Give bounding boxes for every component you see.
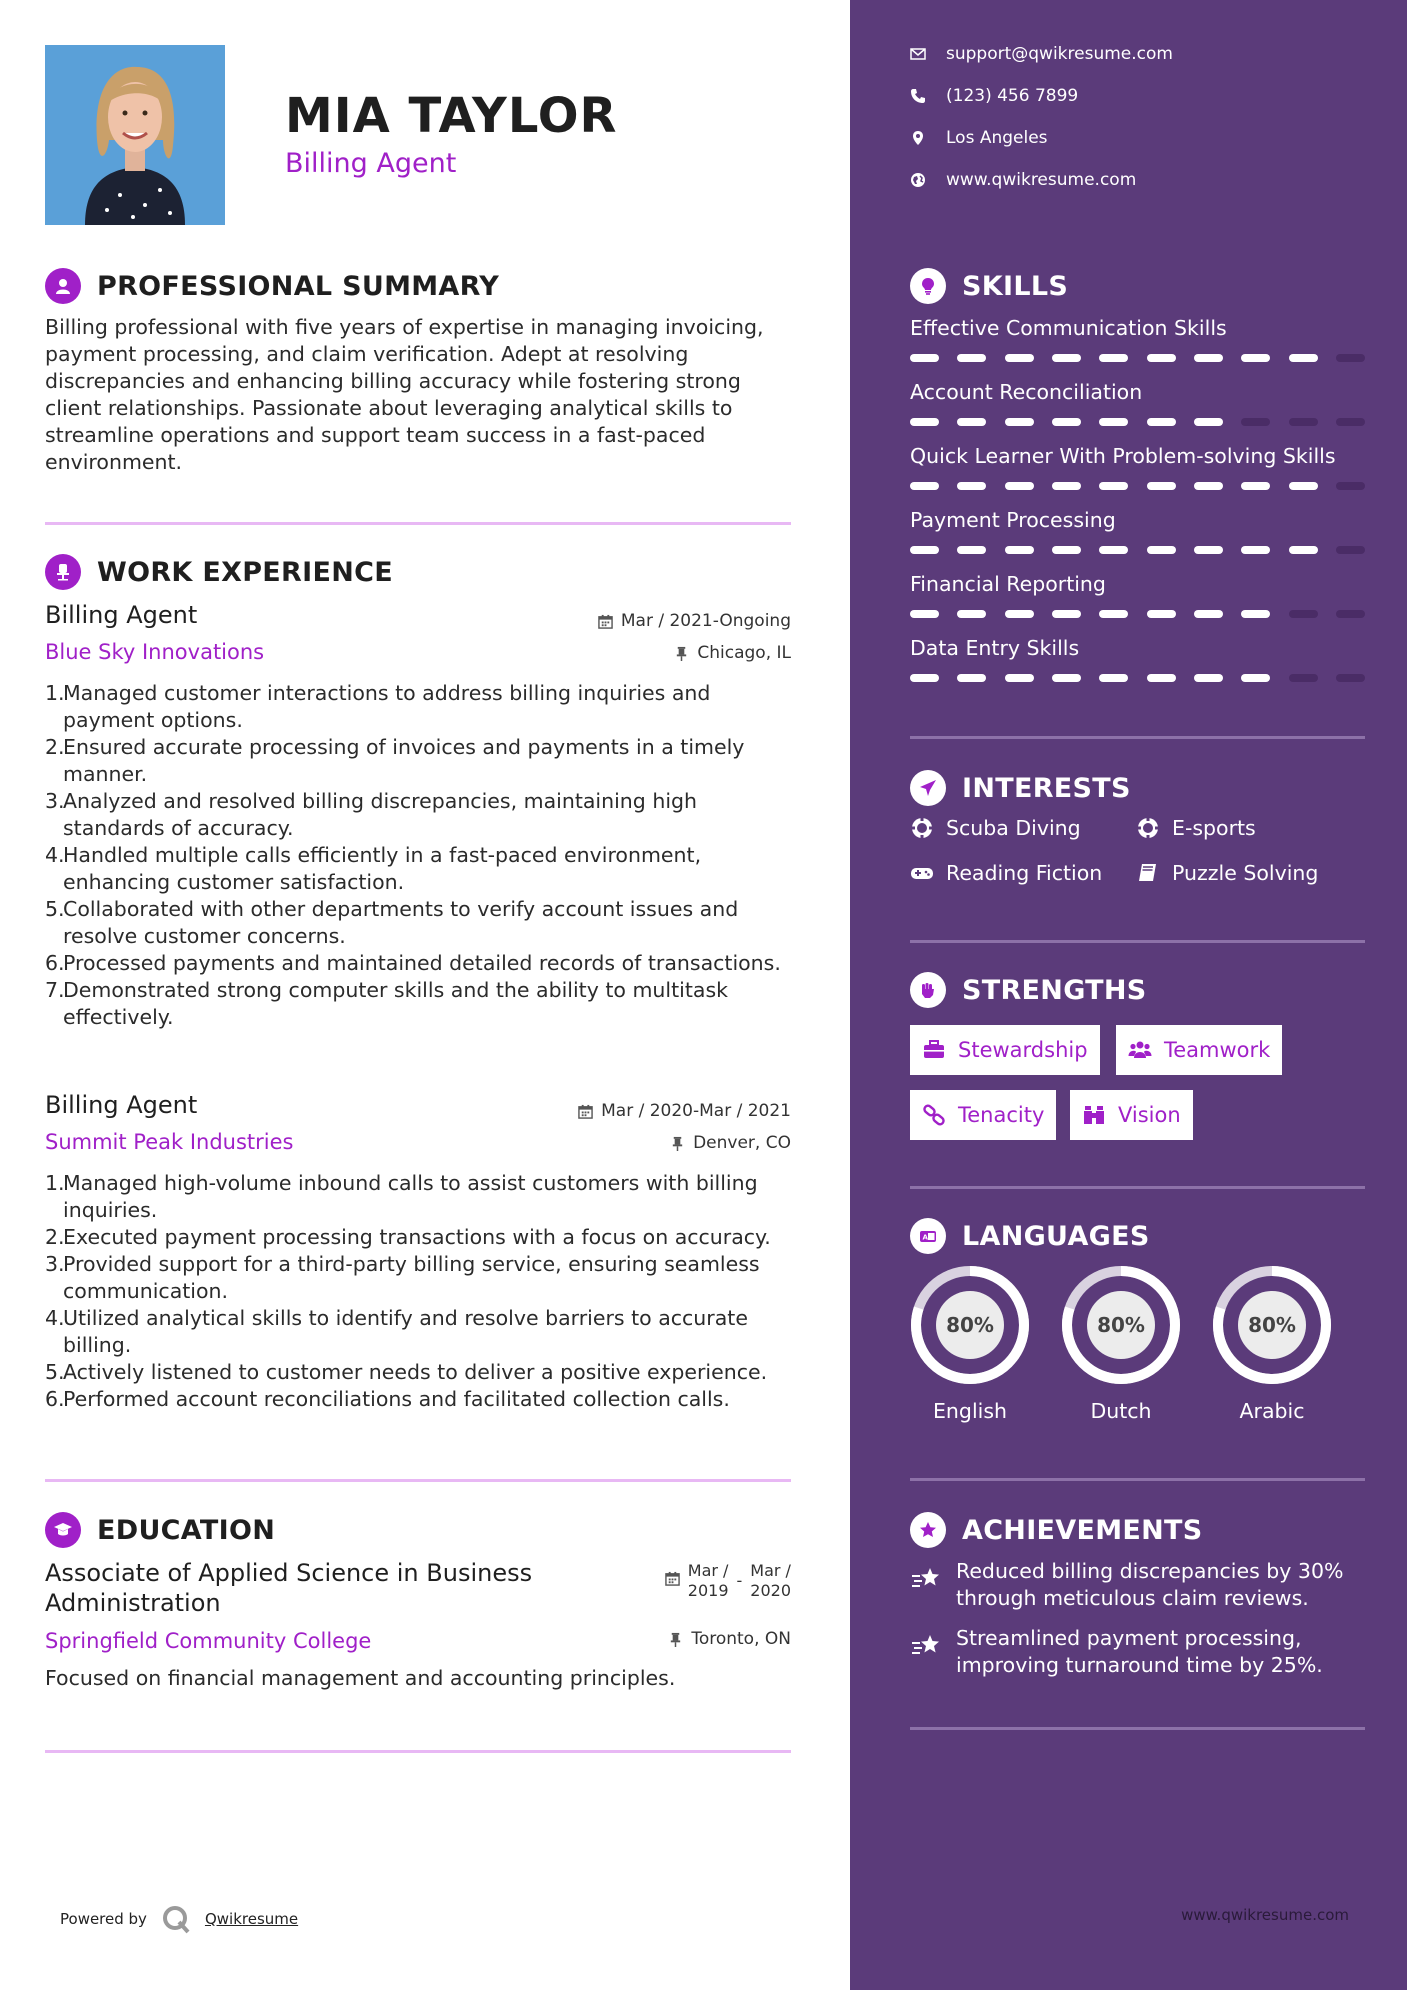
- list-item: 4. Utilized analytical skills to identify and resolve barriers to accurate billing.: [45, 1306, 748, 1357]
- job-location-text: Chicago, IL: [697, 643, 791, 663]
- lifebuoy-icon: [1136, 816, 1160, 840]
- list-item: 2. Executed payment processing transactions with a focus on accuracy.: [45, 1225, 771, 1249]
- skills-header: [910, 268, 1068, 304]
- skill-dash: [1289, 674, 1318, 682]
- skill-dash: [1289, 482, 1318, 490]
- language-item: [1212, 1265, 1332, 1423]
- profile-photo: [45, 45, 225, 225]
- list-item: 1. Managed customer interactions to address billing inquiries and payment options.: [45, 681, 711, 732]
- skill-level-bar: [910, 354, 1365, 362]
- envelope-icon: [910, 46, 926, 62]
- skill-dash: [910, 354, 939, 362]
- contact-location-text: Los Angeles: [946, 128, 1048, 148]
- skill-dash: [1194, 354, 1223, 362]
- lifebuoy-icon: [910, 816, 934, 840]
- skill-dash: [1099, 546, 1128, 554]
- shooting-star-icon: [910, 1562, 942, 1594]
- sidebar: [850, 0, 1407, 1990]
- link-icon: [922, 1103, 946, 1127]
- contact-phone-text: (123) 456 7899: [946, 86, 1079, 106]
- calendar-icon: [578, 1104, 593, 1119]
- achievement-item: [910, 1625, 1365, 1679]
- skill-dash: [1005, 354, 1034, 362]
- skill-dash: [1336, 354, 1365, 362]
- skill-dash: [1147, 482, 1176, 490]
- candidate-title: Billing Agent: [285, 148, 457, 179]
- skill-dash: [1005, 482, 1034, 490]
- skill-dash: [1099, 354, 1128, 362]
- skill-dash: [1336, 546, 1365, 554]
- office-chair-icon: [45, 554, 81, 590]
- footer-website[interactable]: www.qwikresume.com: [1181, 1906, 1349, 1924]
- contact-location: [910, 128, 1048, 148]
- language-item: [910, 1265, 1030, 1423]
- language-ring: [1212, 1265, 1332, 1385]
- skill-dash: [1005, 546, 1034, 554]
- fist-icon: [910, 972, 946, 1008]
- language-item: [1061, 1265, 1181, 1423]
- graduation-cap-icon: [45, 1512, 81, 1548]
- skill-dash: [1052, 418, 1081, 426]
- globe-icon: [910, 172, 926, 188]
- skill-dash: [1147, 354, 1176, 362]
- interest-item: [1136, 861, 1318, 885]
- skill-dash: [1336, 674, 1365, 682]
- skill-dash: [910, 610, 939, 618]
- languages-header: [910, 1218, 1150, 1254]
- divider: [910, 1727, 1365, 1730]
- skill-dash: [1241, 482, 1270, 490]
- skill-level-bar: [910, 418, 1365, 426]
- education-location-text: Toronto, ON: [691, 1629, 791, 1649]
- achievement-item: [910, 1558, 1365, 1612]
- skill-dash: [1289, 418, 1318, 426]
- calendar-icon: [665, 1571, 680, 1586]
- skill-dash: [1194, 546, 1223, 554]
- school-name: Springfield Community College: [45, 1629, 372, 1653]
- skill-dash: [1052, 354, 1081, 362]
- skill-dash: [1241, 610, 1270, 618]
- skill-dash: [1336, 418, 1365, 426]
- education-dates: Mar / 2019 - Mar / 2020: [665, 1561, 791, 1601]
- skill-dash: [1289, 546, 1318, 554]
- strengths-header: [910, 972, 1147, 1008]
- list-item: 1. Managed high-volume inbound calls to assist customers with billing inquiries.: [45, 1171, 758, 1222]
- strengths-heading: STRENGTHS: [962, 974, 1147, 1006]
- job-dates-text: Mar / 2020-Mar / 2021: [601, 1101, 791, 1121]
- experience-heading: WORK EXPERIENCE: [97, 556, 393, 588]
- skill-dash: [1194, 418, 1223, 426]
- powered-by-label: Powered by: [60, 1910, 147, 1928]
- education-header: [45, 1512, 275, 1548]
- skills-heading: SKILLS: [962, 270, 1069, 302]
- education-start-month: Mar /: [687, 1561, 729, 1580]
- skill-dash: [957, 418, 986, 426]
- list-item: 7. Demonstrated strong computer skills and the ability to multitask effectively.: [45, 978, 728, 1029]
- job-title: Billing Agent: [45, 601, 198, 629]
- skill-dash: [910, 482, 939, 490]
- skill-dash: [910, 674, 939, 682]
- skill-dash: [1052, 610, 1081, 618]
- skill-dash: [1194, 674, 1223, 682]
- interest-label: Scuba Diving: [946, 816, 1081, 840]
- skill-label: Financial Reporting: [910, 572, 1106, 596]
- education-heading: EDUCATION: [97, 1514, 276, 1546]
- strength-label: Stewardship: [958, 1038, 1088, 1062]
- interest-item: [910, 816, 1081, 840]
- strength-chip: [1070, 1090, 1193, 1140]
- achievements-header: [910, 1512, 1203, 1548]
- phone-icon: [910, 88, 926, 104]
- job-dates: [598, 611, 791, 631]
- skill-dash: [1052, 546, 1081, 554]
- list-item: 3. Provided support for a third-party billing service, ensuring seamless communication.: [45, 1252, 760, 1303]
- contact-website[interactable]: [910, 170, 1136, 190]
- language-percent: 80%: [1097, 1313, 1145, 1337]
- job-location: [670, 1133, 791, 1153]
- skill-dash: [957, 354, 986, 362]
- language-percent: 80%: [946, 1313, 994, 1337]
- skill-label: Account Reconciliation: [910, 380, 1143, 404]
- skill-dash: [1099, 610, 1128, 618]
- degree-title: Associate of Applied Science in Business Administration: [45, 1559, 533, 1617]
- pin-icon: [670, 1136, 685, 1151]
- skill-dash: [957, 546, 986, 554]
- list-item: 5. Collaborated with other departments to verify account issues and resolve customer concerns.: [45, 897, 739, 948]
- skill-label: Data Entry Skills: [910, 636, 1080, 660]
- skill-dash: [1289, 610, 1318, 618]
- strength-label: Teamwork: [1164, 1038, 1271, 1062]
- contact-website-text: www.qwikresume.com: [946, 170, 1137, 190]
- summary-heading: PROFESSIONAL SUMMARY: [97, 270, 500, 302]
- svg-text:A: A: [922, 1233, 928, 1242]
- interests-header: [910, 770, 1131, 806]
- candidate-name: MIA TAYLOR: [285, 88, 618, 144]
- qwikresume-logo-icon: [161, 1904, 191, 1934]
- language-name: Arabic: [1239, 1399, 1305, 1423]
- company-name: Blue Sky Innovations: [45, 640, 265, 664]
- skill-dash: [1241, 418, 1270, 426]
- job-location-text: Denver, CO: [693, 1133, 791, 1153]
- map-pin-icon: [910, 130, 926, 146]
- skill-label: Effective Communication Skills: [910, 316, 1227, 340]
- skill-dash: [1099, 418, 1128, 426]
- user-icon: [45, 268, 81, 304]
- skill-dash: [1241, 546, 1270, 554]
- book-icon: [1136, 861, 1160, 885]
- job-duties-list: [45, 1170, 795, 1413]
- gamepad-icon: [910, 861, 934, 885]
- summary-text: Billing professional with five years of expertise in managing invoicing, payment processing, and claim verification. Adept at resolving discrepancies and enhancing billing accuracy while fostering strong client relationships. Passionate about leveraging analytical skills to streamline operations and support team success in a fast-paced environment.: [45, 315, 764, 474]
- list-item: 4. Handled multiple calls efficiently in a fast-paced environment, enhancing customer satisfaction.: [45, 843, 702, 894]
- list-item: 5. Actively listened to customer needs to deliver a positive experience.: [45, 1360, 768, 1384]
- education-start-year: 2019: [687, 1581, 729, 1600]
- paper-plane-icon: [910, 770, 946, 806]
- calendar-icon: [598, 614, 613, 629]
- pin-icon: [668, 1632, 683, 1647]
- divider: [910, 736, 1365, 739]
- skill-level-bar: [910, 482, 1365, 490]
- language-percent: 80%: [1248, 1313, 1296, 1337]
- translate-icon: [910, 1218, 946, 1254]
- binoculars-icon: [1082, 1103, 1106, 1127]
- star-badge-icon: [910, 1512, 946, 1548]
- interests-heading: INTERESTS: [962, 772, 1131, 804]
- contact-email-text: support@qwikresume.com: [946, 44, 1173, 64]
- list-item: 3. Analyzed and resolved billing discrepancies, maintaining high standards of accuracy.: [45, 789, 698, 840]
- achievement-text: Streamlined payment processing, improving turnaround time by 25%.: [956, 1626, 1323, 1677]
- strength-chip: [910, 1090, 1056, 1140]
- skill-label: Payment Processing: [910, 508, 1116, 532]
- interest-label: E-sports: [1172, 816, 1256, 840]
- skill-level-bar: [910, 610, 1365, 618]
- skill-dash: [1147, 610, 1176, 618]
- interest-item: [1136, 816, 1256, 840]
- divider: [910, 1186, 1365, 1189]
- strength-chip: [1116, 1025, 1282, 1075]
- users-icon: [1128, 1038, 1152, 1062]
- education-end-year: 2020: [750, 1581, 791, 1600]
- language-name: English: [932, 1399, 1008, 1423]
- shooting-star-icon: [910, 1629, 942, 1661]
- skill-level-bar: [910, 546, 1365, 554]
- skill-dash: [1241, 354, 1270, 362]
- language-name: Dutch: [1090, 1399, 1152, 1423]
- briefcase-icon: [922, 1038, 946, 1062]
- languages-heading: LANGUAGES: [962, 1220, 1150, 1252]
- skill-dash: [1005, 674, 1034, 682]
- skill-dash: [1336, 482, 1365, 490]
- skill-level-bar: [910, 674, 1365, 682]
- job-dates-text: Mar / 2021-Ongoing: [620, 611, 791, 631]
- achievements-heading: ACHIEVEMENTS: [962, 1514, 1203, 1546]
- skill-dash: [1005, 610, 1034, 618]
- skill-dash: [1147, 546, 1176, 554]
- skill-dash: [957, 674, 986, 682]
- language-ring: [910, 1265, 1030, 1385]
- job-title: Billing Agent: [45, 1091, 198, 1119]
- interest-label: Reading Fiction: [946, 861, 1103, 885]
- skill-dash: [1289, 354, 1318, 362]
- interest-label: Puzzle Solving: [1172, 861, 1319, 885]
- lightbulb-icon: [910, 268, 946, 304]
- skill-dash: [1194, 610, 1223, 618]
- pin-icon: [674, 646, 689, 661]
- skill-dash: [1052, 482, 1081, 490]
- education-end-month: Mar /: [750, 1561, 791, 1580]
- skill-dash: [910, 546, 939, 554]
- divider: [45, 1750, 791, 1753]
- skill-dash: [1241, 674, 1270, 682]
- skill-dash: [1005, 418, 1034, 426]
- company-name: Summit Peak Industries: [45, 1130, 294, 1154]
- list-item: 6. Performed account reconciliations and facilitated collection calls.: [45, 1387, 730, 1411]
- skill-dash: [1099, 482, 1128, 490]
- powered-by: [60, 1904, 298, 1934]
- divider: [45, 1479, 791, 1482]
- list-item: 6. Processed payments and maintained detailed records of transactions.: [45, 951, 781, 975]
- skill-dash: [1052, 674, 1081, 682]
- list-item: 2. Ensured accurate processing of invoices and payments in a timely manner.: [45, 735, 745, 786]
- experience-header: [45, 554, 393, 590]
- strength-label: Tenacity: [958, 1103, 1045, 1127]
- divider: [910, 1478, 1365, 1481]
- contact-email[interactable]: [910, 44, 1173, 64]
- education-description: Focused on financial management and accounting principles.: [45, 1666, 676, 1690]
- language-ring: [1061, 1265, 1181, 1385]
- skill-dash: [1147, 674, 1176, 682]
- skill-dash: [1099, 674, 1128, 682]
- strength-label: Vision: [1118, 1103, 1181, 1127]
- job-duties-list: [45, 680, 795, 1031]
- education-location: [668, 1629, 791, 1649]
- summary-header: [45, 268, 499, 304]
- skill-dash: [957, 482, 986, 490]
- interest-item: [910, 861, 1102, 885]
- skill-label: Quick Learner With Problem-solving Skills: [910, 444, 1336, 468]
- skill-dash: [910, 418, 939, 426]
- qwikresume-link[interactable]: Qwikresume: [204, 1910, 299, 1928]
- skill-dash: [1194, 482, 1223, 490]
- divider: [910, 940, 1365, 943]
- skill-dash: [1147, 418, 1176, 426]
- achievement-text: Reduced billing discrepancies by 30% through meticulous claim reviews.: [956, 1559, 1344, 1610]
- skill-dash: [957, 610, 986, 618]
- job-location: [674, 643, 791, 663]
- job-dates: [578, 1101, 791, 1121]
- skill-dash: [1336, 610, 1365, 618]
- strength-chip: [910, 1025, 1100, 1075]
- divider: [45, 522, 791, 525]
- contact-phone[interactable]: [910, 86, 1078, 106]
